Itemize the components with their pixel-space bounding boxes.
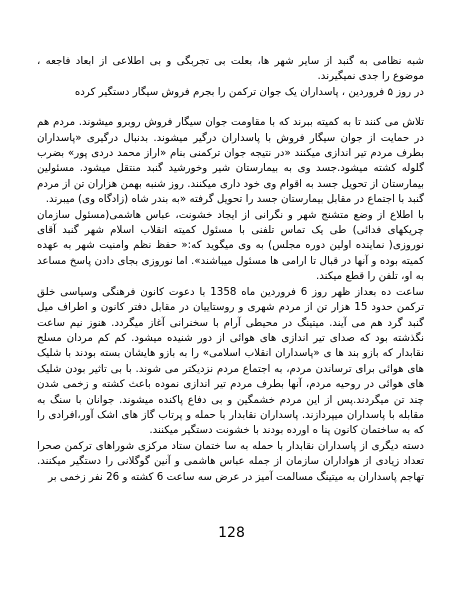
paragraph-5: ساعت ده بعداز ظهر روز 6 فروردین ماه 1358 با دعوت کانون فرهنگی وسیاسی خلق ترکمن حدود 15 هزار تن از مردم شهری و روستاییان در مقابل دفتر کانون و اطراف میل گنبد گرد هم می آیند. میتینگ در محیطی آرام با سخنرانی آغاز میگردد. هنوز نیم ساعت نگذشته بود که صدای تیر اندازی های هوائی از دور شنیده میشود. کم کم مردان مسلح نقابدار که بازو بند ها ی «پاسداران انقلاب اسلامی» را به بازو هایشان بسته بودند با شلیک های هوائی برای ترساندن مردم، به اجتماع مردم نزدیکتر می شوند. با بی تاثیر بودن شلیک های هوائی در روحیه مردم، آنها بطرف مردم تیر اندازی نموده باعث کشته و زخمی شدن چند تن میگردند.پس از این مردم خشمگین و بی دفاع پاکنده میشوند. جوانان با سنگ به مقابله با پاسداران میپردازند. پاسداران نقابدار با حمله و پرتاب گاز های اشک آور،افرادی را که به ساختمان کانون پنا ه اورده بودند با خشونت دستگیر میکنند. [37,285,424,437]
body-text [37,54,424,485]
paragraph-4: با اطلاع از وضع متشنج شهر و نگرانی از ایجاد خشونت، عباس هاشمی(مسئول سازمان چریکهای فدائی) طی یک تماس تلفنی با مسئول کمیته انقلاب اسلام شهر گنبد آقای نوروزی( نماینده اولین دوره مجلس) به وی میگوید که:« حفظ نظم وامنیت شهر به عهده کمیته بوده و آنها در قبال تا ارامی ها مسئول میباشند». اما نوروزی بجای دادن پاسخ مساعد به او، تلفن را قطع میکند. [37,208,424,283]
paragraph-2: در روز ۵ فروردین ، پاسداران یک جوان ترکمن را بجرم فروش سیگار دستگیر کرده [74,85,424,98]
paragraph-1: شبه نظامی به گنبد از سایر شهر ها، بعلت بی تجربگی و بی اطلاعی از ابعاد فاجعه ، موضوع را جدی نمیگیرند. [37,55,424,83]
paragraph-3: تلاش می کنند تا به کمیته ببرند که با مقاومت جوان سیگار فروش روبرو میشوند. مردم هم در حمایت از جوان سیگار فروش با پاسداران درگیر میشوند. بدنبال درگیری «پاسداران بطرف مردم تیر اندازی میکنند «در نتیجه جوان ترکمنی بنام «اراز محمد دردی پور» بضرب گلوله کشته میشود.جسد وی به بیمارستان شیر وخورشید گنبد منتقل میشود. مسئولین بیمارستان از تحویل جسد به اقوام وی خود داری میکنند. روز شنبه بهمن هزاران تن از مردم گنبد با اجتماع در مقابل بیمارستان جسد را تحویل گرفته «به بندر شاه (زادگاه وی) میبرند. [37,116,424,206]
paragraph-6: دسته دیگری از پاسداران نقابدار با حمله به سا ختمان ستاد مرکزی شوراهای ترکمن صحرا تعداد زیادی از هواداران سازمان از جمله عباس هاشمی و آنین گوگلانی را دستگیر میکنند. تهاجم پاسداران به میتینگ مسالمت آمیز در عرض سه ساعت 6 کشته و 26 نفر زخمی بر [37,439,424,483]
page-number: 128 [218,525,245,541]
